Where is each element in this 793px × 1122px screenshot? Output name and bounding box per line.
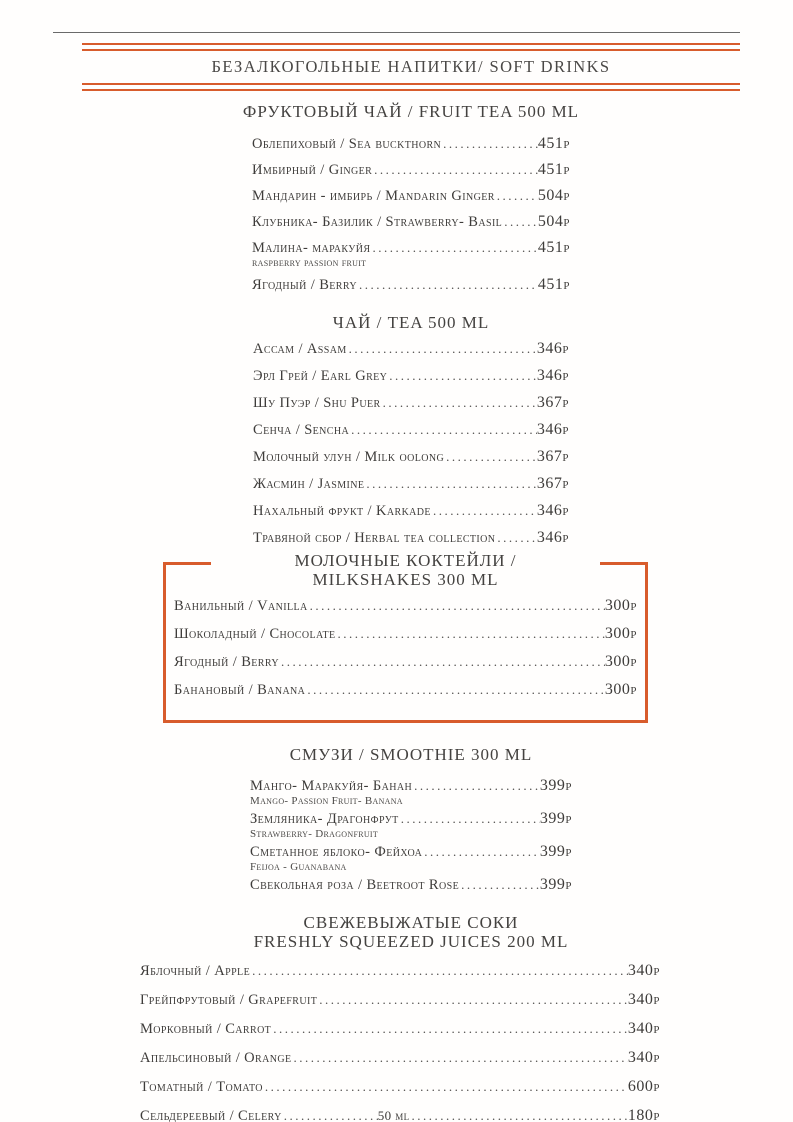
menu-item (252, 136, 570, 152)
page-title: БЕЗАЛКОГОЛЬНЫЕ НАПИТКИ/ SOFT DRINKS (211, 57, 611, 76)
item-name: Земляника- Драгонфрут (250, 811, 399, 827)
item-name: Свекольная роза / Beetroot Rose (250, 877, 460, 893)
item-price: 451р (537, 135, 570, 152)
tea-items (253, 341, 569, 546)
item-price: 399р (539, 876, 572, 893)
item-price: 346р (536, 367, 569, 384)
menu-item (250, 778, 572, 807)
dot-leader (459, 877, 540, 892)
menu-item-row (252, 136, 570, 152)
item-name: Грейпфрутовый / Grapefruit (140, 992, 318, 1008)
item-price: 300р (604, 681, 637, 698)
item-name: Банановый / Banana (174, 682, 306, 698)
menu-item-row (174, 598, 637, 614)
dot-leader (381, 395, 537, 410)
menu-item (140, 1050, 660, 1066)
section-title-line: СМУЗИ / SMOOTHIE 300 ML (289, 745, 533, 764)
item-name: Мандарин - имбирь / Mandarin Ginger (252, 188, 495, 204)
dot-leader (336, 626, 605, 641)
item-name: Морковный / Carrot (140, 1021, 272, 1037)
menu-item (253, 449, 569, 465)
menu-item (253, 422, 569, 438)
item-price: 367р (536, 394, 569, 411)
item-name: Яблочный / Apple (140, 963, 251, 979)
menu-item (253, 368, 569, 384)
menu-item (252, 188, 570, 204)
menu-item (140, 1079, 660, 1095)
dot-leader (357, 277, 538, 292)
item-price: 346р (536, 421, 569, 438)
menu-item-row (252, 214, 570, 230)
item-price: 451р (537, 161, 570, 178)
menu-item (174, 598, 637, 614)
menu-item (140, 1021, 660, 1037)
dot-leader (444, 449, 537, 464)
item-name: Ванильный / Vanilla (174, 598, 308, 614)
milkshakes-items (163, 551, 648, 723)
menu-item-row (250, 811, 572, 827)
section-title-tea (82, 313, 740, 332)
item-price: 300р (604, 653, 637, 670)
header-double-rule-top (82, 43, 740, 51)
item-price: 399р (539, 810, 572, 827)
item-name: Шу Пуэр / Shu Puer (253, 395, 381, 411)
dot-leader (412, 778, 540, 793)
menu-item-row (250, 877, 572, 893)
dot-leader (422, 844, 540, 859)
page-header (82, 32, 740, 91)
item-subtitle: Strawberry- Dragonfruit (250, 828, 379, 840)
menu-item-row (140, 1079, 660, 1095)
menu-item-row (140, 992, 660, 1008)
item-price: 367р (536, 475, 569, 492)
dot-leader (370, 240, 537, 255)
menu-item-row (140, 1021, 660, 1037)
item-price: 451р (537, 239, 570, 256)
item-name: Клубника- Базилик / Strawberry- Basil (252, 214, 503, 230)
dot-leader (263, 1079, 628, 1094)
section-title-line: ЧАЙ / TEA 500 ML (332, 313, 490, 332)
menu-item (252, 240, 570, 269)
menu-item (250, 811, 572, 840)
menu-item (174, 682, 637, 698)
menu-item (250, 877, 572, 893)
item-name: Имбирный / Ginger (252, 162, 373, 178)
dot-leader (292, 1050, 628, 1065)
menu-item-row (174, 682, 637, 698)
menu-item-row (252, 162, 570, 178)
item-price: 346р (536, 340, 569, 357)
item-price: 346р (536, 502, 569, 519)
section-tea (82, 313, 740, 546)
item-name: Облепиховый / Sea buckthorn (252, 136, 442, 152)
item-name: Нахальный фрукт / Karkade (253, 503, 431, 519)
dot-leader (271, 1021, 628, 1036)
item-subtitle: raspberry passion fruit (252, 257, 367, 269)
menu-item-row (140, 963, 660, 979)
item-name: Шоколадный / Chocolate (174, 626, 336, 642)
dot-leader (399, 811, 540, 826)
dot-leader (317, 992, 628, 1007)
section-smoothie (82, 745, 740, 893)
item-name: Манго- Маракуйя- Банан (250, 778, 413, 794)
menu-item-row (253, 395, 569, 411)
item-name: Ассам / Assam (253, 341, 347, 357)
dot-leader (495, 188, 538, 203)
menu-item (140, 992, 660, 1008)
section-title-smoothie (82, 745, 740, 764)
menu-item (253, 341, 569, 357)
menu-item-row (252, 277, 570, 293)
dot-leader (387, 368, 537, 383)
item-name: Жасмин / Jasmine (253, 476, 365, 492)
dot-leader (250, 963, 628, 978)
menu-item-row (253, 341, 569, 357)
item-name: Сенча / Sencha (253, 422, 350, 438)
item-price: 340р (627, 1020, 660, 1037)
section-title-line: МОЛОЧНЫЕ КОКТЕЙЛИ / (294, 551, 517, 570)
dot-leader (495, 530, 536, 545)
header-double-rule-bottom (82, 83, 740, 91)
item-price: 300р (604, 625, 637, 642)
item-price: 600р (627, 1078, 660, 1095)
juices-items (140, 963, 660, 1122)
dot-leader (364, 476, 536, 491)
dot-leader (372, 162, 538, 177)
item-price: 504р (537, 213, 570, 230)
menu-item-row (174, 626, 637, 642)
dot-leader (410, 1108, 628, 1122)
dot-leader (349, 422, 537, 437)
item-price: 399р (539, 777, 572, 794)
dot-leader (441, 136, 538, 151)
menu-item (140, 1108, 660, 1122)
item-subtitle: Mango- Passion Fruit- Banana (250, 795, 403, 807)
menu-sections (82, 102, 740, 1122)
dot-leader (305, 682, 605, 697)
section-title-line: СВЕЖЕВЫЖАТЫЕ СОКИ (303, 913, 519, 932)
menu-item-row (140, 1108, 660, 1122)
menu-item-row (174, 654, 637, 670)
dot-leader (347, 341, 537, 356)
menu-item-row (253, 476, 569, 492)
menu-item-row (253, 368, 569, 384)
item-price: 300р (604, 597, 637, 614)
item-name: Томатный / Tomato (140, 1079, 263, 1095)
dot-leader (431, 503, 537, 518)
menu-item-row (253, 530, 569, 546)
fruit-tea-items (252, 136, 570, 293)
item-subtitle: Feijoa - Guanabana (250, 861, 347, 873)
menu-item-row (250, 778, 572, 794)
item-name: Молочный улун / Milk oolong (253, 449, 445, 465)
item-mid-note: 50 ml (377, 1108, 410, 1122)
section-title-line: ФРУКТОВЫЙ ЧАЙ / FRUIT TEA 500 ML (242, 102, 580, 121)
item-price: 340р (627, 991, 660, 1008)
item-name: Ягодный / Berry (252, 277, 357, 293)
smoothie-items (250, 778, 572, 893)
section-fruit-tea (82, 102, 740, 293)
menu-item (253, 530, 569, 546)
menu-item (252, 277, 570, 293)
section-title-line: MILKSHAKES 300 ML (312, 570, 499, 589)
menu-item-row (253, 503, 569, 519)
menu-item (174, 626, 637, 642)
item-name: Малина- маракуйя (252, 240, 371, 256)
menu-item-row (250, 844, 572, 860)
header-top-rule (53, 32, 740, 33)
dot-leader (279, 654, 605, 669)
menu-item-row (253, 449, 569, 465)
item-price: 504р (537, 187, 570, 204)
dot-leader (308, 598, 605, 613)
menu-item (253, 395, 569, 411)
dot-leader (282, 1108, 378, 1122)
item-price: 340р (627, 1049, 660, 1066)
menu-item-row (252, 240, 570, 256)
item-name: Апельсиновый / Orange (140, 1050, 292, 1066)
menu-item-row (253, 422, 569, 438)
item-price: 340р (627, 962, 660, 979)
item-price: 367р (536, 448, 569, 465)
item-price: 180р (627, 1107, 660, 1122)
menu-item-row (252, 188, 570, 204)
item-price: 399р (539, 843, 572, 860)
item-price: 346р (536, 529, 569, 546)
dot-leader (502, 214, 538, 229)
menu-item-row (140, 1050, 660, 1066)
menu-item (250, 844, 572, 873)
section-title-line: FRESHLY SQUEEZED JUICES 200 ML (253, 932, 569, 951)
menu-item (174, 654, 637, 670)
menu-item (253, 476, 569, 492)
section-title-juices (82, 913, 740, 951)
item-name: Травяной сбор / Herbal tea collection (253, 530, 496, 546)
item-name: Сметанное яблоко- Фейхоа (250, 844, 423, 860)
menu-item (252, 214, 570, 230)
menu-item (140, 963, 660, 979)
item-name: Сельдереевый / Celery (140, 1108, 282, 1122)
section-title-milkshakes (174, 551, 637, 589)
item-name: Ягодный / Berry (174, 654, 279, 670)
item-name: Эрл Грей / Earl Grey (253, 368, 388, 384)
section-juices (82, 913, 740, 1122)
section-title-fruit-tea (82, 102, 740, 121)
item-price: 451р (537, 276, 570, 293)
menu-item (253, 503, 569, 519)
menu-item (252, 162, 570, 178)
section-milkshakes (82, 551, 740, 723)
